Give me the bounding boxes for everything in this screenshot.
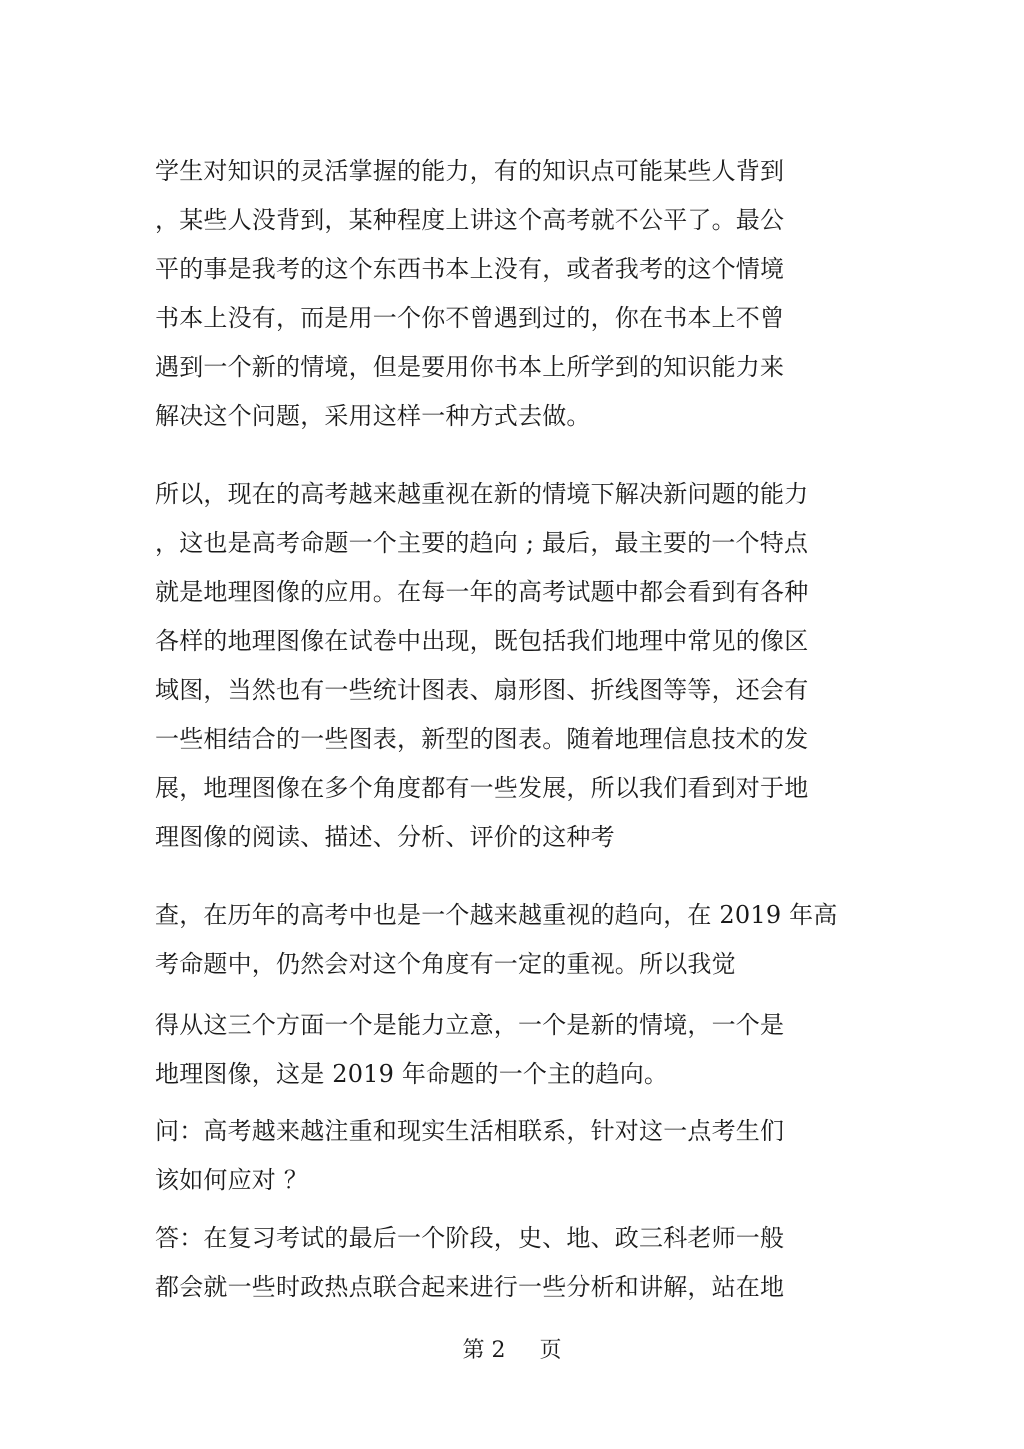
text-line: 就是地理图像的应用。在每一年的高考试题中都会看到有各种 xyxy=(155,578,809,606)
text-line: 一些相结合的一些图表，新型的图表。随着地理信息技术的发 xyxy=(155,725,809,753)
text-line: 遇到一个新的情境，但是要用你书本上所学到的知识能力来 xyxy=(155,353,785,381)
text-line: 域图，当然也有一些统计图表、扇形图、折线图等等，还会有 xyxy=(155,676,809,704)
text-line: ，某些人没背到，某种程度上讲这个高考就不公平了。最公 xyxy=(155,206,785,234)
paragraph-2 xyxy=(155,470,855,862)
text-line: 查，在历年的高考中也是一个越来越重视的趋向，在 2019 年高 xyxy=(155,901,838,929)
paragraph-6-answer xyxy=(155,1214,855,1312)
paragraph-4 xyxy=(155,1001,855,1099)
text-line: 所以，现在的高考越来越重视在新的情境下解决新问题的能力 xyxy=(155,480,809,508)
text-line: 理图像的阅读、描述、分析、评价的这种考 xyxy=(155,823,615,851)
text-line: 考命题中，仍然会对这个角度有一定的重视。所以我觉 xyxy=(155,950,736,978)
text-line: 平的事是我考的这个东西书本上没有，或者我考的这个情境 xyxy=(155,255,785,283)
text-line: ，这也是高考命题一个主要的趋向 ; 最后，最主要的一个特点 xyxy=(155,529,809,557)
text-line: 解决这个问题，采用这样一种方式去做。 xyxy=(155,402,591,430)
page-number-prefix: 第 2 xyxy=(462,1338,506,1363)
page-number-footer xyxy=(0,1336,1024,1366)
text-line: 得从这三个方面一个是能力立意，一个是新的情境，一个是 xyxy=(155,1011,785,1039)
text-line: 该如何应对 ？ xyxy=(155,1166,309,1194)
paragraph-5-question xyxy=(155,1107,855,1205)
text-line: 学生对知识的灵活掌握的能力，有的知识点可能某些人背到 xyxy=(155,157,785,185)
paragraph-1 xyxy=(155,147,855,441)
text-line: 各样的地理图像在试卷中出现，既包括我们地理中常见的像区 xyxy=(155,627,809,655)
text-line: 书本上没有，而是用一个你不曾遇到过的，你在书本上不曾 xyxy=(155,304,785,332)
text-line: 地理图像，这是 2019 年命题的一个主的趋向。 xyxy=(155,1060,669,1088)
text-line: 展，地理图像在多个角度都有一些发展，所以我们看到对于地 xyxy=(155,774,809,802)
text-line: 问：高考越来越注重和现实生活相联系，针对这一点考生们 xyxy=(155,1117,785,1145)
page-number-suffix: 页 xyxy=(539,1338,562,1363)
paragraph-3 xyxy=(155,891,855,989)
text-line: 答：在复习考试的最后一个阶段，史、地、政三科老师一般 xyxy=(155,1224,785,1252)
text-line: 都会就一些时政热点联合起来进行一些分析和讲解，站在地 xyxy=(155,1273,785,1301)
